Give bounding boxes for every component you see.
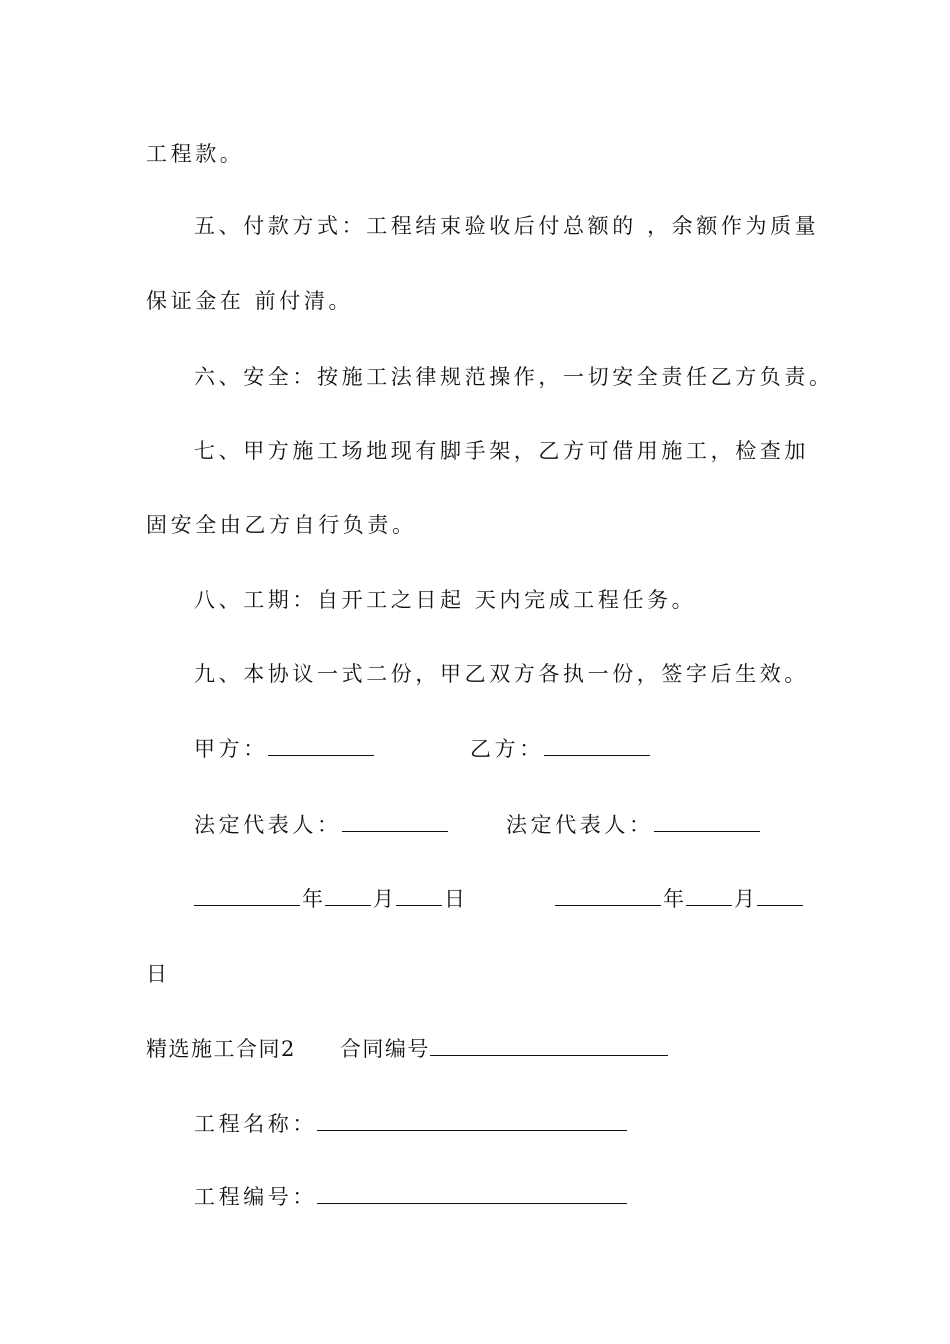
date-b-month-blank [686, 885, 732, 906]
project-name-label: 工程名称： [194, 1112, 317, 1136]
project-number-blank [317, 1183, 627, 1204]
party-a-label: 甲方： [194, 737, 268, 761]
date-a-month-label: 月 [373, 887, 394, 911]
party-b-row [470, 735, 650, 763]
date-a-day-label: 日 [444, 887, 465, 911]
party-b-label: 乙方： [470, 737, 544, 761]
clause-7-line-1: 七、甲方施工场地现有脚手架，乙方可借用施工，检查加 [194, 439, 809, 463]
rep-b-blank [654, 811, 760, 832]
contract-number-label: 合同编号 [339, 1037, 430, 1061]
date-b-day-label: 日 [146, 962, 171, 986]
party-b-blank [544, 735, 650, 756]
contract-number-blank [430, 1035, 668, 1056]
party-a-row [194, 735, 374, 763]
clause-6: 六、安全：按施工法律规范操作，一切安全责任乙方负责。 [194, 365, 834, 389]
clause-7-line-2: 固安全由乙方自行负责。 [146, 513, 417, 537]
contract2-title: 精选施工合同2 [146, 1037, 296, 1061]
rep-a-label: 法定代表人： [194, 813, 342, 837]
date-b-year-blank [555, 885, 661, 906]
date-a-month-blank [325, 885, 371, 906]
date-b-row [555, 885, 803, 913]
date-b-year-label: 年 [663, 887, 684, 911]
paragraph-continuation: 工程款。 [146, 142, 245, 166]
rep-b-label: 法定代表人： [506, 813, 654, 837]
date-a-year-blank [194, 885, 300, 906]
date-b-day-blank [757, 885, 803, 906]
party-a-blank [268, 735, 374, 756]
project-number-row [194, 1183, 627, 1211]
clause-8: 八、工期：自开工之日起 天内完成工程任务。 [194, 588, 697, 612]
clause-9: 九、本协议一式二份，甲乙双方各执一份，签字后生效。 [194, 662, 809, 686]
date-a-year-label: 年 [302, 887, 323, 911]
project-name-blank [317, 1110, 627, 1131]
date-b-month-label: 月 [734, 887, 755, 911]
rep-a-row [194, 811, 448, 839]
clause-5-line-2: 保证金在 前付清。 [146, 289, 354, 313]
project-name-row [194, 1110, 627, 1138]
contract2-header [146, 1035, 668, 1063]
date-a-day-blank [396, 885, 442, 906]
project-number-label: 工程编号： [194, 1185, 317, 1209]
date-a-row [194, 885, 467, 913]
clause-5-line-1: 五、付款方式：工程结束验收后付总额的 ，余额作为质量 [194, 214, 820, 238]
rep-a-blank [342, 811, 448, 832]
rep-b-row [506, 811, 760, 839]
